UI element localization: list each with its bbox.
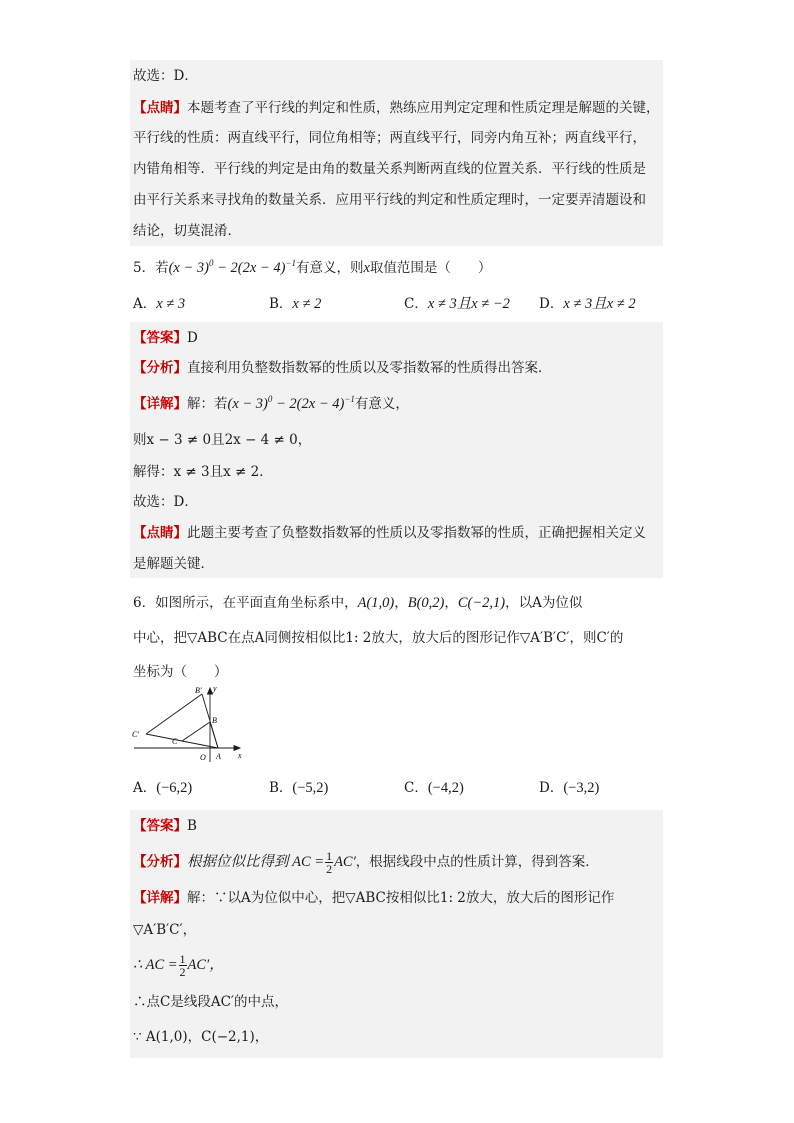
option-label: D． <box>539 296 564 312</box>
question-number: 5． <box>133 260 156 276</box>
label-b: B <box>212 716 217 725</box>
text-span: ，以A为位似 <box>505 595 583 611</box>
text-span: 解：若 <box>187 396 228 412</box>
option-text: x ≠ 3且x ≠ 2 <box>563 296 636 312</box>
separator: ， <box>444 595 458 611</box>
label-c-prime: C′ <box>132 730 140 739</box>
option-text: x ≠ 2 <box>292 296 322 312</box>
text-line: 是解题关键． <box>133 556 214 572</box>
text-line: 平行线的性质：两直线平行，同位角相等；两直线平行，同旁内角互补；两直线平行， <box>133 130 646 146</box>
detail-line <box>133 888 614 908</box>
dianjing-tag: 【点睛】 <box>133 525 187 541</box>
coordinate-figure <box>128 682 248 764</box>
option-label: B． <box>269 780 293 796</box>
math-span: AC′ <box>334 854 356 870</box>
segment-bc <box>182 722 210 741</box>
dianjing-tag: 【点睛】 <box>133 100 187 116</box>
question-6-stem-line2: 中心，把▽ABC在点A同侧按相似比1: 2放大，放大后的图形记作▽A′B′C′，则C′的 <box>133 630 624 646</box>
answer-tag: 【答案】 <box>133 330 187 346</box>
option-text: x ≠ 3 <box>156 296 186 312</box>
analysis-tag: 【分析】 <box>133 854 187 870</box>
option-text: (−4,2) <box>427 780 464 796</box>
var: x <box>363 260 370 276</box>
label-c: C <box>172 737 178 746</box>
text-span: ，根据线段中点的性质计算，得到答案． <box>355 854 599 870</box>
option-b[interactable] <box>269 778 328 798</box>
analysis-line <box>133 850 599 875</box>
point-c: C(−2,1) <box>457 595 506 611</box>
point-b: B(0,2) <box>407 595 445 611</box>
point-a: A(1,0) <box>357 595 395 611</box>
option-label: A． <box>133 296 157 312</box>
text-span: 解：∵以A为位似中心，把▽ABC按相似比1: 2放大，放大后的图形记作 <box>187 890 615 906</box>
analysis-tag: 【分析】 <box>133 360 187 376</box>
exponent: 0 <box>267 394 273 405</box>
fraction-half <box>179 953 187 978</box>
exponent: −1 <box>344 394 355 405</box>
answer-tag: 【答案】 <box>133 818 187 834</box>
detail-tag: 【详解】 <box>133 890 187 906</box>
math-span: ∴ AC = <box>133 957 178 973</box>
detail-line <box>133 394 409 414</box>
text-span: 有意义， <box>354 396 409 412</box>
option-a[interactable] <box>133 294 185 314</box>
text-line <box>133 98 660 118</box>
answer-line <box>133 328 198 348</box>
detail-fraction-line <box>133 953 224 978</box>
option-c[interactable] <box>404 294 510 314</box>
text-line: 结论，切莫混淆． <box>133 223 241 239</box>
text-line: ▽A′B′C′， <box>133 922 197 938</box>
text-line: ∴点C是线段AC′的中点， <box>133 994 288 1010</box>
expr-part: − 2(2x − 4) <box>272 396 345 412</box>
math-expr <box>169 260 296 276</box>
answer-value: B <box>187 818 197 834</box>
segment-b-prime-c-prime <box>146 694 202 734</box>
fraction-denominator: 2 <box>179 965 186 979</box>
label-o: O <box>200 753 206 762</box>
option-label: A． <box>133 780 157 796</box>
text-span: 有意义，则 <box>295 260 364 276</box>
text-line: ∵ A(1,0)，C(−2,1)， <box>133 1029 269 1045</box>
exponent: −1 <box>285 258 296 269</box>
expr-part: (x − 3) <box>168 260 209 276</box>
option-text: (−6,2) <box>156 780 193 796</box>
answer-value: D <box>187 330 198 346</box>
fraction-numerator: 1 <box>179 952 186 966</box>
text-span: 取值范围是（ ） <box>369 260 492 276</box>
option-b[interactable] <box>269 294 321 314</box>
option-d[interactable] <box>539 294 636 314</box>
option-text: (−5,2) <box>292 780 329 796</box>
option-text: (−3,2) <box>563 780 600 796</box>
option-label: C． <box>404 296 428 312</box>
text-line: 故选：D． <box>133 494 198 510</box>
math-span: 根据位似比得到 AC = <box>187 854 325 870</box>
label-x: x <box>238 751 242 760</box>
text-line: 由平行关系来寻找角的数量关系．应用平行线的判定和性质定理时，一定要弄清题设和 <box>133 192 646 208</box>
text-span: 6．如图所示，在平面直角坐标系中， <box>133 595 358 611</box>
fraction-half <box>325 850 333 875</box>
option-label: C． <box>404 780 428 796</box>
question-5-stem <box>133 258 491 278</box>
math-span: AC′， <box>187 957 224 973</box>
option-c[interactable] <box>404 778 464 798</box>
text-line: 内错角相等．平行线的判定是由角的数量关系判断两直线的位置关系．平行线的性质是 <box>133 161 646 177</box>
label-y: y <box>213 684 217 693</box>
separator: ， <box>394 595 408 611</box>
text-line: 则x − 3 ≠ 0且2x − 4 ≠ 0， <box>133 432 312 448</box>
y-axis-arrow <box>208 688 213 694</box>
label-b-prime: B′ <box>195 686 202 695</box>
math-expr <box>228 396 355 412</box>
solution-block-q4 <box>130 60 663 246</box>
answer-line <box>133 816 197 836</box>
detail-tag: 【详解】 <box>133 396 187 412</box>
text-line: 解得：x ≠ 3且x ≠ 2． <box>133 464 273 480</box>
solution-block-q6 <box>130 810 663 1058</box>
question-6-stem-line1 <box>133 593 582 613</box>
text-span: 本题考查了平行线的判定和性质，熟练应用判定定理和性质定理是解题的关键， <box>187 100 660 116</box>
x-axis-arrow <box>234 746 240 751</box>
fraction-numerator: 1 <box>326 849 333 863</box>
question-6-stem-line3: 坐标为（ ） <box>133 664 228 680</box>
exponent: 0 <box>208 258 214 269</box>
fraction-denominator: 2 <box>326 862 333 876</box>
option-label: D． <box>539 780 564 796</box>
option-d[interactable] <box>539 778 599 798</box>
analysis-text: 直接利用负整数指数幂的性质以及零指数幂的性质得出答案． <box>187 360 552 376</box>
label-a: A <box>216 752 221 761</box>
option-label: B． <box>269 296 293 312</box>
text-span: 若 <box>155 260 169 276</box>
text-line: 故选：D． <box>133 68 198 84</box>
dianjing-line <box>133 523 646 543</box>
analysis-line <box>133 358 552 378</box>
option-a[interactable] <box>133 778 192 798</box>
option-text: x ≠ 3且x ≠ −2 <box>427 296 510 312</box>
expr-part: (x − 3) <box>227 396 268 412</box>
segment-ab <box>210 722 218 748</box>
expr-part: − 2(2x − 4) <box>213 260 286 276</box>
text-span: 此题主要考查了负整数指数幂的性质以及零指数幂的性质，正确把握相关定义 <box>187 525 646 541</box>
